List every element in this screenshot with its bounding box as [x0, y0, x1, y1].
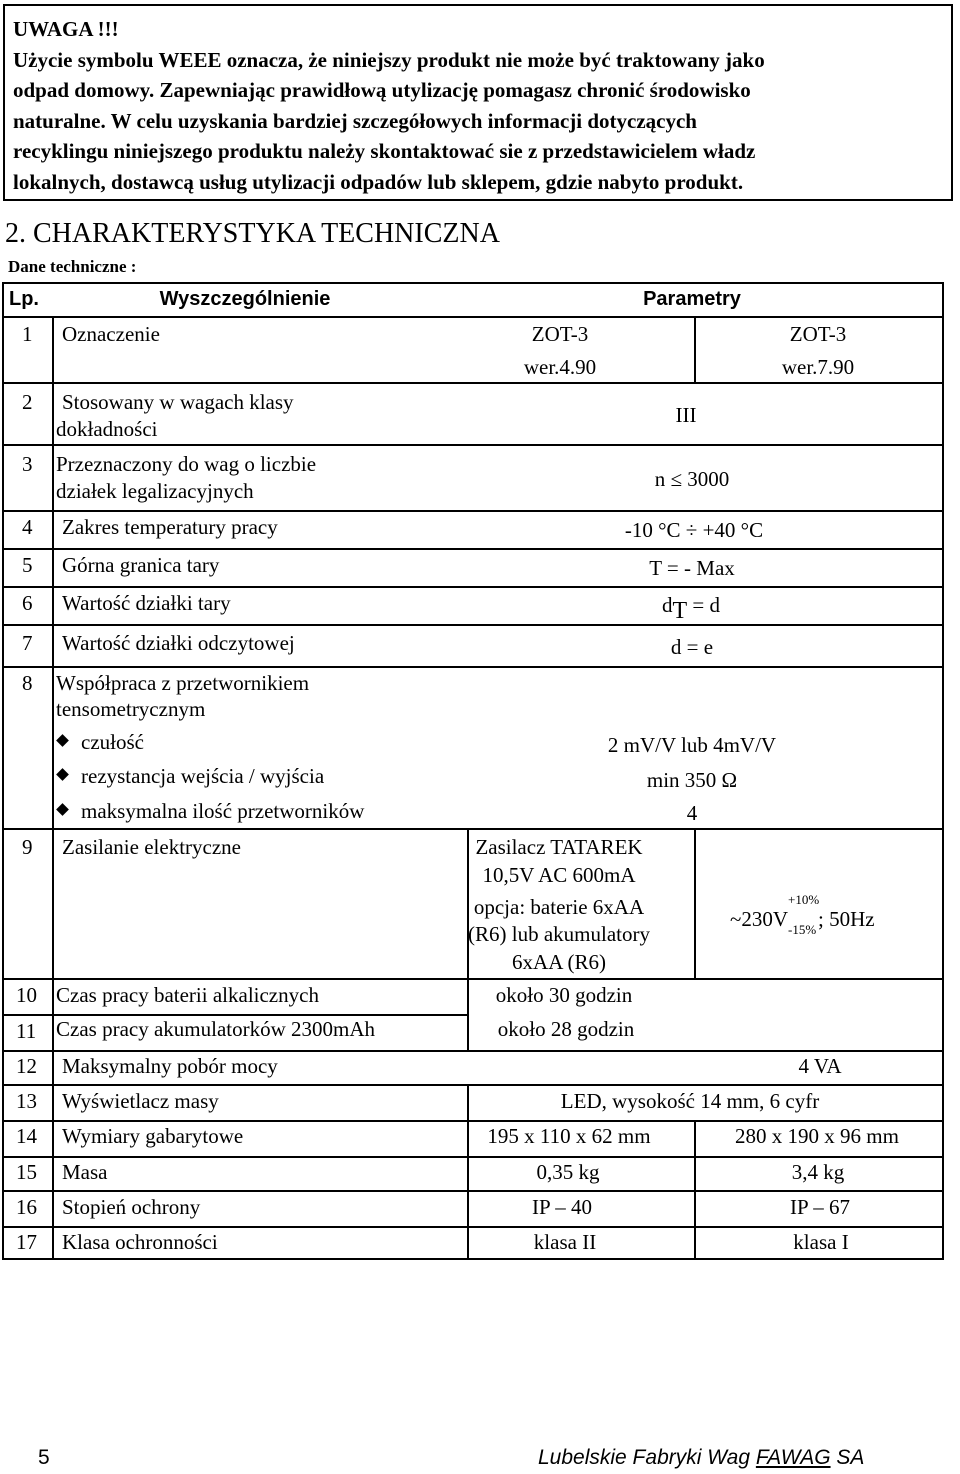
value-version-b: klasa I: [793, 1230, 849, 1254]
row-label: Wartość działki odczytowej: [62, 631, 295, 655]
row-value: dT = d: [662, 593, 721, 624]
value-version-b: IP – 67: [790, 1195, 850, 1219]
value-version-b: wer.7.90: [781, 355, 855, 379]
row-label: działek legalizacyjnych: [56, 479, 254, 503]
warning-line: odpad domowy. Zapewniając prawidłową utylizację pomagasz chronić środowisko: [13, 78, 751, 102]
row-label: Masa: [62, 1160, 108, 1184]
header-description: Wyszczególnienie: [159, 288, 331, 310]
row-value: d = e: [670, 635, 714, 659]
header-parameters: Parametry: [643, 288, 741, 310]
row-label: tensometrycznym: [56, 697, 206, 721]
row-value: około 28 godzin: [497, 1017, 635, 1041]
row-value: 6xAA (R6): [512, 950, 606, 974]
row-label: Czas pracy baterii alkalicznych: [56, 983, 319, 1007]
page-number: 5: [38, 1446, 50, 1469]
row-label: Stopień ochrony: [62, 1195, 201, 1219]
row-value: min 350 Ω: [646, 768, 738, 792]
row-label: Przeznaczony do wag o liczbie: [56, 452, 317, 476]
row-label: Zakres temperatury pracy: [62, 515, 278, 539]
row-label: Wyświetlacz masy: [62, 1089, 219, 1113]
row-value: Zasilacz TATAREK: [475, 835, 643, 859]
row-label: Stosowany w wagach klasy: [62, 390, 294, 414]
list-item: czułość: [58, 729, 144, 756]
footer-company: Lubelskie Fabryki Wag FAWAG SA: [538, 1446, 865, 1469]
row-value: -10 °C ÷ +40 °C: [624, 518, 764, 542]
row-label: Górna granica tary: [62, 553, 220, 577]
row-number: 16: [16, 1195, 37, 1219]
row-value: 4 VA: [798, 1054, 842, 1078]
row-value: 4: [686, 801, 698, 825]
warning-line: recyklingu niniejszego produktu należy skontaktować sie z przedstawicielem władz: [13, 139, 756, 163]
header-lp: Lp.: [9, 288, 39, 310]
value-version-b: 3,4 kg: [791, 1160, 845, 1184]
warning-line: Użycie symbolu WEEE oznacza, że niniejszy produkt nie może być traktowany jako: [13, 47, 765, 72]
row-number: 8: [22, 671, 33, 695]
row-label: Maksymalny pobór mocy: [62, 1054, 278, 1078]
row-label: Klasa ochronności: [62, 1230, 218, 1254]
row-number: 1: [22, 322, 33, 346]
bullet-icon: [56, 768, 69, 781]
row-value: 2 mV/V lub 4mV/V: [607, 733, 777, 757]
row-number: 15: [16, 1160, 37, 1184]
value-version-a: ZOT-3: [531, 322, 589, 346]
row-number: 10: [16, 983, 37, 1007]
warning-line: naturalne. W celu uzyskania bardziej szczegółowych informacji dotyczących: [13, 108, 697, 133]
row-number: 7: [22, 631, 33, 655]
row-label: dokładności: [56, 417, 158, 441]
warning-line: lokalnych, dostawcą usług utylizacji odpadów lub sklepem, gdzie nabyto produkt.: [13, 169, 744, 194]
row-number: 11: [16, 1019, 37, 1043]
row-label: Wymiary gabarytowe: [62, 1124, 244, 1148]
warning-heading: UWAGA !!!: [13, 17, 119, 41]
row-value: III: [675, 403, 697, 427]
row-number: 6: [22, 591, 33, 615]
row-value: LED, wysokość 14 mm, 6 cyfr: [560, 1089, 820, 1113]
bullet-icon: [56, 734, 69, 747]
row-value: T = - Max: [649, 556, 735, 580]
list-item: rezystancja wejścia / wyjścia: [58, 763, 324, 790]
section-title: 2. CHARAKTERYSTYKA TECHNICZNA: [5, 218, 500, 249]
row-value: opcja: baterie 6xAA: [473, 895, 645, 919]
table-subtitle: Dane techniczne :: [8, 257, 137, 276]
list-item: maksymalna ilość przetworników: [58, 798, 364, 825]
value-version-b: ZOT-3: [789, 322, 847, 346]
weee-warning-box: [3, 4, 953, 201]
value-version-b: 280 x 190 x 96 mm: [735, 1124, 899, 1148]
row-label: Oznaczenie: [62, 322, 160, 346]
row-number: 12: [16, 1054, 37, 1078]
value-version-a: 195 x 110 x 62 mm: [487, 1124, 651, 1148]
value-version-a: IP – 40: [532, 1195, 592, 1219]
row-number: 14: [16, 1124, 37, 1148]
row-label: Czas pracy akumulatorków 2300mAh: [56, 1017, 376, 1041]
row-value: n ≤ 3000: [654, 467, 730, 491]
row-number: 3: [22, 452, 33, 476]
value-version-a: klasa II: [533, 1230, 597, 1254]
row-number: 13: [16, 1089, 37, 1113]
technical-data-table: [2, 282, 944, 1260]
row-number: 4: [22, 515, 33, 539]
row-value: około 30 godzin: [495, 983, 633, 1007]
row-number: 9: [22, 835, 33, 859]
bullet-icon: [56, 803, 69, 816]
row-number: 2: [22, 390, 33, 414]
row-value: (R6) lub akumulatory: [468, 922, 650, 946]
value-version-a: 0,35 kg: [536, 1160, 600, 1184]
row-label: Wartość działki tary: [62, 591, 231, 615]
row-label: Zasilanie elektryczne: [62, 835, 241, 859]
row-number: 5: [22, 553, 33, 577]
row-value: ~230V +10% -15% ; 50Hz: [730, 892, 875, 937]
row-value: 10,5V AC 600mA: [482, 863, 636, 887]
row-number: 17: [16, 1230, 37, 1254]
row-label: Współpraca z przetwornikiem: [56, 671, 310, 695]
value-version-a: wer.4.90: [523, 355, 597, 379]
